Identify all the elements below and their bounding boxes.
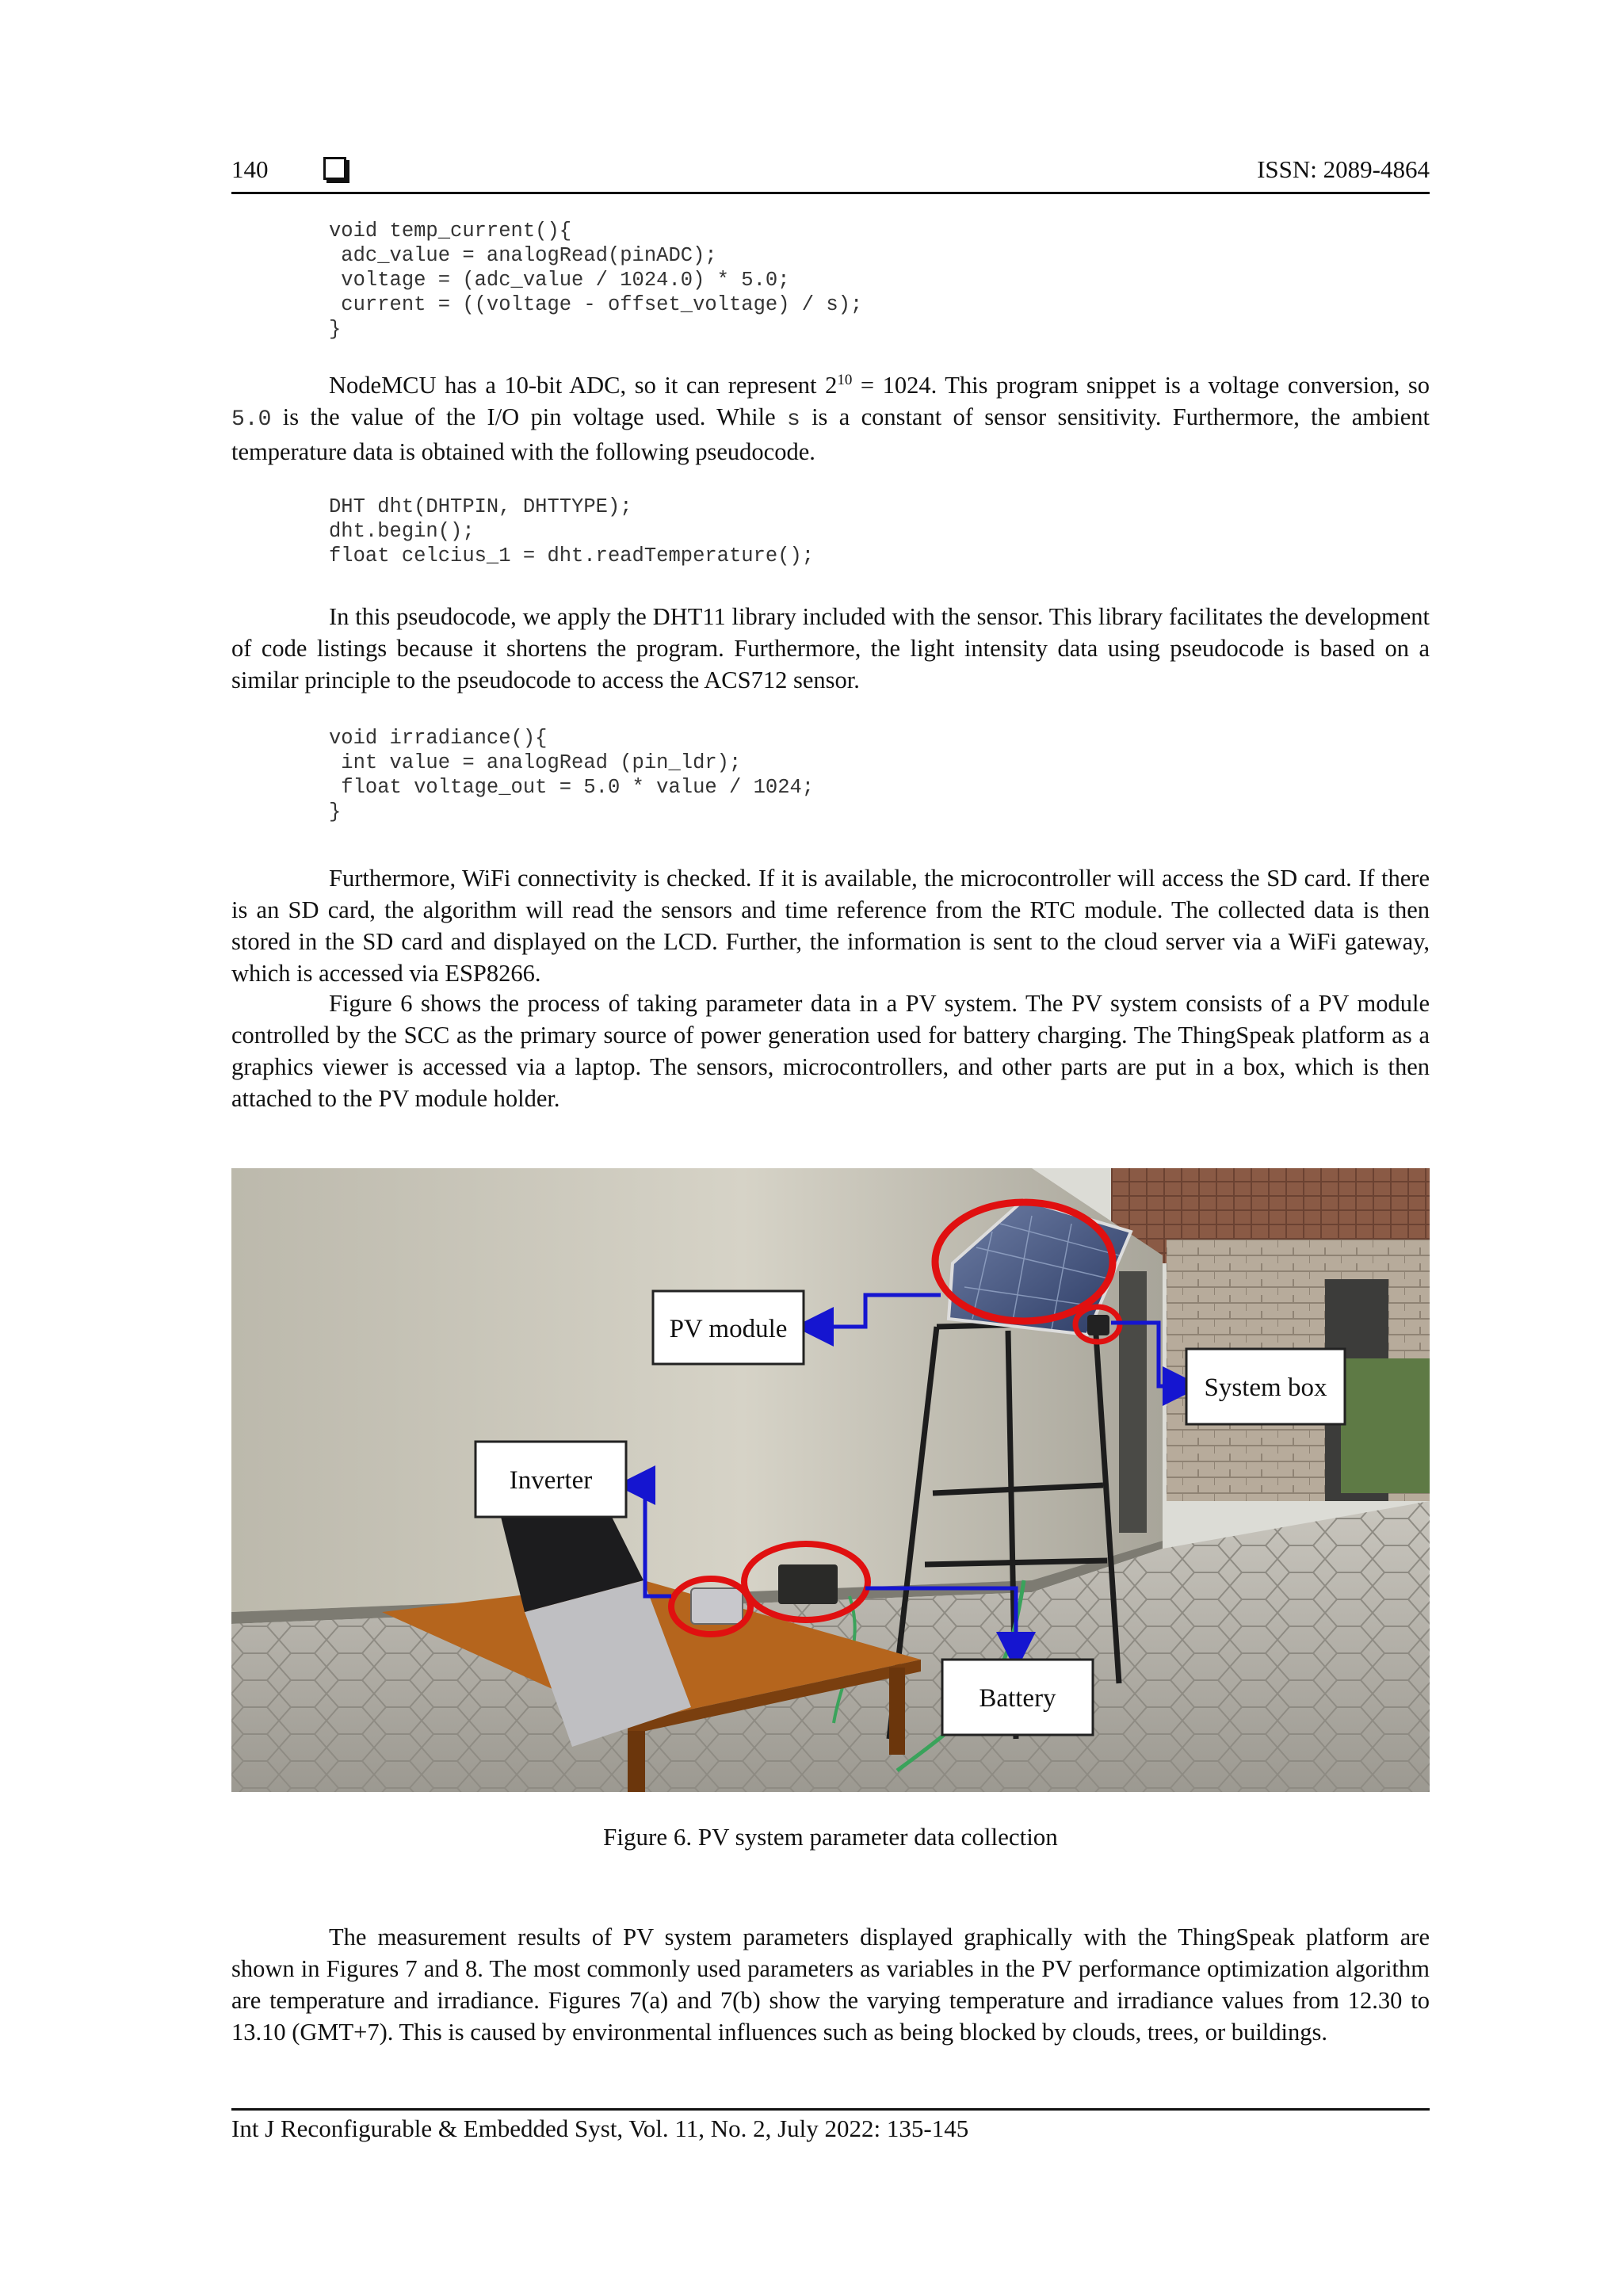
paragraph-adc-part-b: = 1024. This program snippet is a voltage conversion, so (852, 372, 1430, 399)
plants (1341, 1358, 1430, 1493)
paragraph-figure6-text: Figure 6 shows the process of taking parameter data in a PV system. The PV system consists of a PV module controlled by the SCC as the primary source of power generation used for battery charging. The ThingSpeak platform as a graphics viewer is accessed via a laptop. The sensors, microcontrollers, and other parts are put in a box, which is then attached to the PV module holder. (231, 990, 1430, 1112)
label-battery-text: Battery (979, 1684, 1056, 1713)
paragraph-measurement (231, 1921, 1430, 2048)
system-box (1087, 1315, 1109, 1335)
paragraph-wifi-text: Furthermore, WiFi connectivity is checked. If it is available, the microcontroller will access the SD card. If there is an SD card, the algorithm will read the sensors and time reference from the RTC module. The collected data is then stored in the SD card and displayed on the LCD. Further, the information is sent to the cloud server via a WiFi gateway, which is accessed via ESP8266. (231, 865, 1430, 987)
code-block-temp-current: void temp_current(){ adc_value = analogRead(pinADC); voltage = (adc_value / 1024.0) * 5.0; current = ((voltage - offset_voltage) / s); } (329, 220, 863, 341)
label-inverter (475, 1442, 626, 1517)
inverter-device (691, 1588, 743, 1624)
paragraph-adc-superscript: 10 (837, 371, 853, 388)
paragraph-dht-library (231, 601, 1430, 696)
label-pv-module (653, 1291, 804, 1364)
page-number: 140 (231, 155, 269, 183)
figure-caption: Figure 6. PV system parameter data collection (603, 1823, 1058, 1851)
label-battery (942, 1660, 1093, 1735)
paragraph-measurement-text: The measurement results of PV system parameters displayed graphically with the ThingSpeak platform are shown in Figures 7 and 8. The most commonly used parameters as variables in the PV performance optimization algorithm are temperature and irradiance. Figures 7(a) and 7(b) show the varying temperature and irradiance values from 12.30 to 13.10 (GMT+7). This is caused by environmental influences such as being blocked by clouds, trees, or buildings. (231, 1924, 1430, 2046)
label-system-box (1186, 1349, 1345, 1424)
box-symbol-icon (323, 157, 346, 180)
header-rule (231, 192, 1430, 194)
inline-code-s: s (786, 407, 800, 432)
figure-6-illustration (231, 1168, 1430, 1792)
page-footer: Int J Reconfigurable & Embedded Syst, Vol. 11, No. 2, July 2022: 135-145 (231, 2115, 969, 2142)
paragraph-wifi (231, 862, 1430, 989)
paragraph-adc-part-c: is the value of the I/O pin voltage used. While (271, 403, 787, 430)
issn: ISSN: 2089-4864 (1257, 155, 1430, 183)
figure-6-photo (231, 1168, 1430, 1792)
paragraph-adc (231, 369, 1430, 468)
label-inverter-text: Inverter (509, 1466, 593, 1495)
inline-code-5-0: 5.0 (231, 407, 272, 432)
door (1119, 1271, 1147, 1533)
page-header (231, 155, 1430, 193)
paragraph-dht-library-text: In this pseudocode, we apply the DHT11 library included with the sensor. This library facilitates the development of code listings because it shortens the program. Furthermore, the light intensity data using pseudocode is based on a similar principle to the pseudocode to access the ACS712 sensor. (231, 603, 1430, 693)
footer-rule (231, 2108, 1430, 2111)
code-block-dht: DHT dht(DHTPIN, DHTTYPE); dht.begin(); float celcius_1 = dht.readTemperature(); (329, 495, 815, 567)
table-leg-2 (889, 1668, 905, 1755)
code-block-irradiance: void irradiance(){ int value = analogRead (pin_ldr); float voltage_out = 5.0 * value / 1024; } (329, 727, 815, 823)
paragraph-adc-part-a: NodeMCU has a 10-bit ADC, so it can represent 2 (329, 372, 838, 399)
controller-device (778, 1564, 838, 1604)
paragraph-adc-part-d: is a constant of sensor sensitivity. Furthermore, the ambient temperature data is obtained with the following pseudocode. (231, 403, 1430, 465)
label-pv-module-text: PV module (669, 1315, 788, 1343)
paragraph-figure6 (231, 988, 1430, 1114)
table-leg (628, 1731, 645, 1792)
label-system-box-text: System box (1204, 1373, 1327, 1402)
